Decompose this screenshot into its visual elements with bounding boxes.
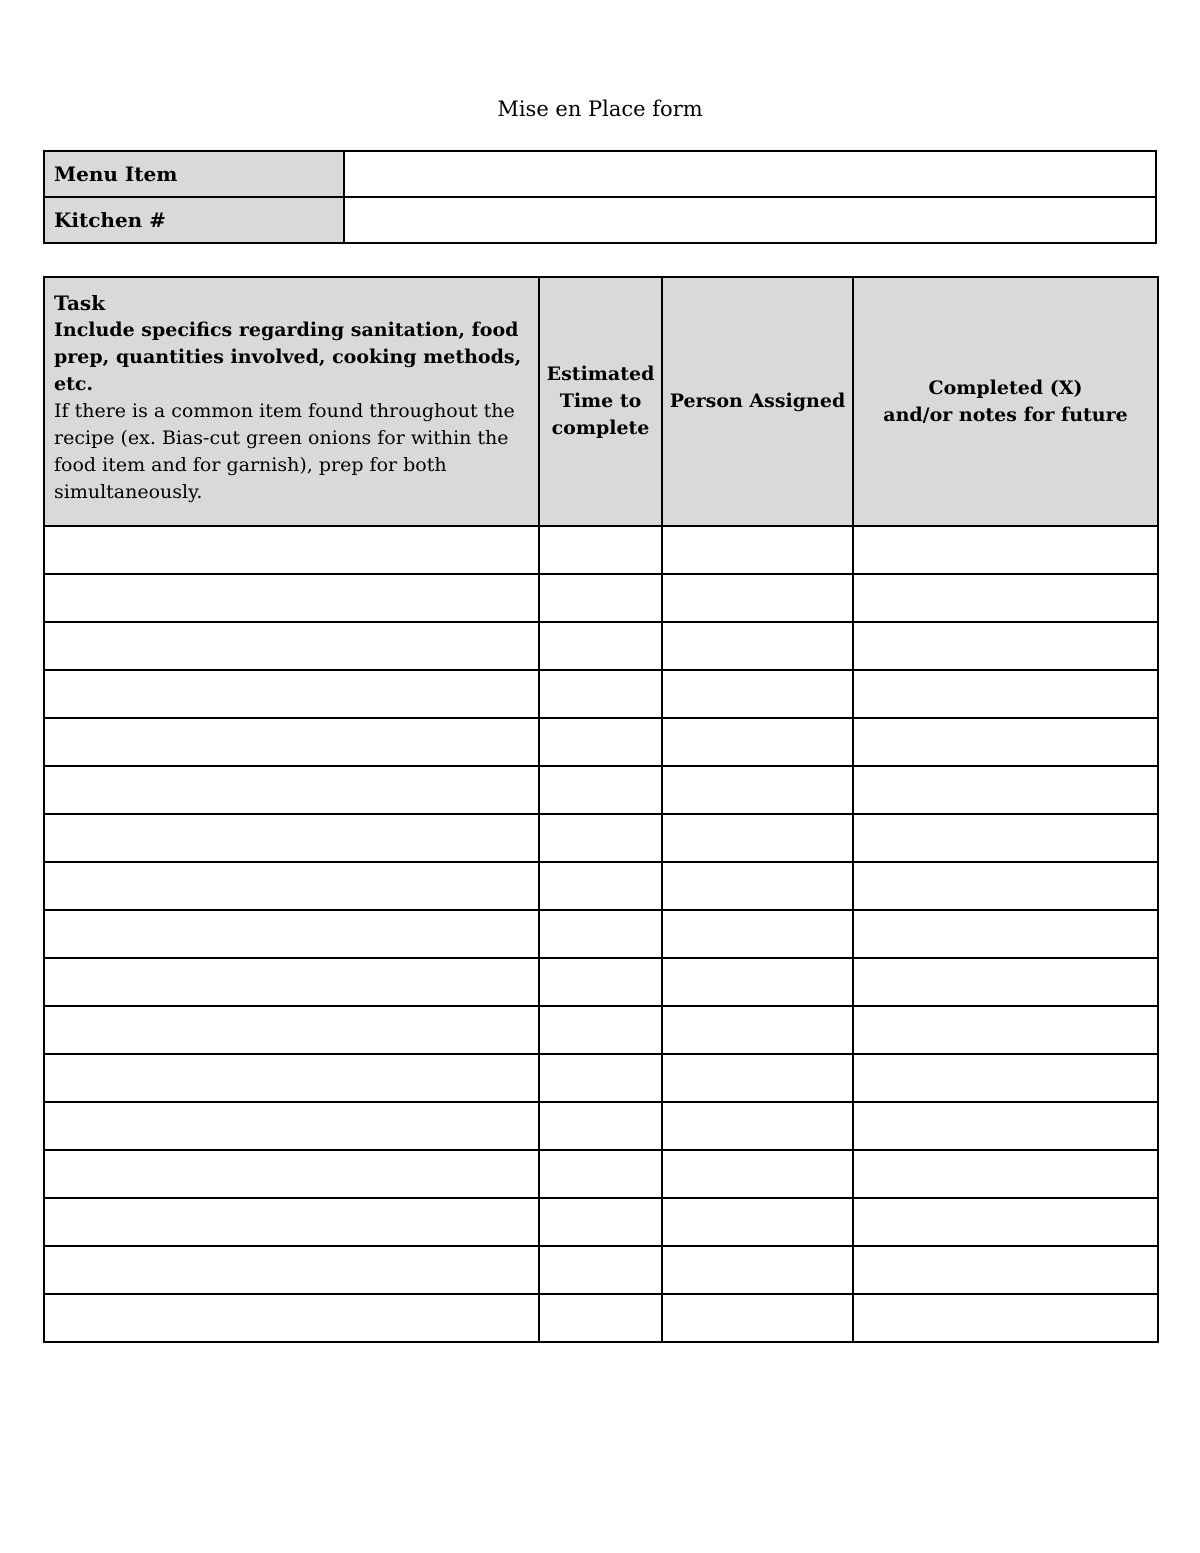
estimated-time-cell[interactable] [539, 718, 662, 766]
person-assigned-cell[interactable] [662, 1294, 853, 1342]
table-row [44, 1006, 1158, 1054]
person-assigned-cell[interactable] [662, 958, 853, 1006]
completed-cell[interactable] [853, 1102, 1158, 1150]
table-row [44, 1246, 1158, 1294]
kitchen-field[interactable] [344, 197, 1156, 243]
completed-cell[interactable] [853, 526, 1158, 574]
completed-cell[interactable] [853, 814, 1158, 862]
person-assigned-cell[interactable] [662, 1006, 853, 1054]
completed-cell[interactable] [853, 1294, 1158, 1342]
table-row [44, 574, 1158, 622]
estimated-time-cell[interactable] [539, 622, 662, 670]
estimated-time-cell[interactable] [539, 958, 662, 1006]
task-cell[interactable] [44, 670, 539, 718]
estimated-time-cell[interactable] [539, 862, 662, 910]
completed-cell[interactable] [853, 670, 1158, 718]
estimated-time-cell[interactable] [539, 574, 662, 622]
task-table [43, 276, 1159, 1343]
task-cell[interactable] [44, 1294, 539, 1342]
kitchen-label: Kitchen # [44, 197, 344, 243]
completed-cell[interactable] [853, 718, 1158, 766]
estimated-time-cell[interactable] [539, 1150, 662, 1198]
task-cell[interactable] [44, 1102, 539, 1150]
estimated-time-cell[interactable] [539, 1006, 662, 1054]
person-assigned-cell[interactable] [662, 622, 853, 670]
table-row [44, 718, 1158, 766]
table-row [44, 1102, 1158, 1150]
completed-cell[interactable] [853, 574, 1158, 622]
estimated-time-cell[interactable] [539, 1198, 662, 1246]
table-row [44, 1054, 1158, 1102]
task-header-label: Task [54, 291, 106, 315]
completed-cell[interactable] [853, 1246, 1158, 1294]
completed-cell[interactable] [853, 1054, 1158, 1102]
table-row [44, 958, 1158, 1006]
person-assigned-cell[interactable] [662, 574, 853, 622]
estimated-time-cell[interactable] [539, 766, 662, 814]
task-cell[interactable] [44, 1054, 539, 1102]
task-cell[interactable] [44, 526, 539, 574]
task-table-header-row [44, 277, 1158, 526]
person-assigned-cell[interactable] [662, 1054, 853, 1102]
task-cell[interactable] [44, 718, 539, 766]
task-cell[interactable] [44, 1006, 539, 1054]
menu-item-row [44, 151, 1156, 197]
kitchen-row [44, 197, 1156, 243]
table-row [44, 622, 1158, 670]
table-row [44, 1294, 1158, 1342]
completed-cell[interactable] [853, 910, 1158, 958]
person-assigned-cell[interactable] [662, 718, 853, 766]
person-assigned-cell[interactable] [662, 766, 853, 814]
table-row [44, 910, 1158, 958]
task-header-instructions: Include specifics regarding sanitation, food prep, quantities involved, cooking methods, etc. [54, 319, 522, 395]
task-cell[interactable] [44, 622, 539, 670]
person-assigned-cell[interactable] [662, 670, 853, 718]
table-row [44, 670, 1158, 718]
completed-cell[interactable] [853, 1198, 1158, 1246]
completed-header-line1: Completed (X) [928, 376, 1083, 399]
person-assigned-header: Person Assigned [662, 277, 853, 526]
completed-header [853, 277, 1158, 526]
task-table-body [44, 526, 1158, 1342]
person-assigned-cell[interactable] [662, 814, 853, 862]
completed-cell[interactable] [853, 1150, 1158, 1198]
info-table [43, 150, 1157, 244]
task-cell[interactable] [44, 574, 539, 622]
menu-item-label: Menu Item [44, 151, 344, 197]
estimated-time-cell[interactable] [539, 1054, 662, 1102]
completed-cell[interactable] [853, 766, 1158, 814]
task-cell[interactable] [44, 814, 539, 862]
task-cell[interactable] [44, 1198, 539, 1246]
table-row [44, 814, 1158, 862]
person-assigned-cell[interactable] [662, 1246, 853, 1294]
task-cell[interactable] [44, 862, 539, 910]
page-title: Mise en Place form [497, 97, 703, 121]
estimated-time-cell[interactable] [539, 1102, 662, 1150]
person-assigned-cell[interactable] [662, 910, 853, 958]
task-cell[interactable] [44, 958, 539, 1006]
estimated-time-cell[interactable] [539, 670, 662, 718]
table-row [44, 1150, 1158, 1198]
menu-item-field[interactable] [344, 151, 1156, 197]
completed-cell[interactable] [853, 622, 1158, 670]
task-column-header [44, 277, 539, 526]
completed-header-line2: and/or notes for future [883, 403, 1128, 426]
table-row [44, 862, 1158, 910]
task-cell[interactable] [44, 910, 539, 958]
completed-cell[interactable] [853, 862, 1158, 910]
person-assigned-cell[interactable] [662, 1198, 853, 1246]
task-header-note: If there is a common item found throughout the recipe (ex. Bias-cut green onions for within the food item and for garnish), prep for both simultaneously. [54, 400, 515, 503]
person-assigned-cell[interactable] [662, 1150, 853, 1198]
estimated-time-cell[interactable] [539, 910, 662, 958]
estimated-time-cell[interactable] [539, 814, 662, 862]
person-assigned-cell[interactable] [662, 1102, 853, 1150]
estimated-time-cell[interactable] [539, 1294, 662, 1342]
task-cell[interactable] [44, 766, 539, 814]
completed-cell[interactable] [853, 1006, 1158, 1054]
estimated-time-cell[interactable] [539, 526, 662, 574]
completed-cell[interactable] [853, 958, 1158, 1006]
estimated-time-header: Estimated Time to complete [539, 277, 662, 526]
person-assigned-cell[interactable] [662, 526, 853, 574]
person-assigned-cell[interactable] [662, 862, 853, 910]
estimated-time-cell[interactable] [539, 1246, 662, 1294]
table-row [44, 1198, 1158, 1246]
table-row [44, 766, 1158, 814]
task-cell[interactable] [44, 1150, 539, 1198]
task-cell[interactable] [44, 1246, 539, 1294]
table-row [44, 526, 1158, 574]
